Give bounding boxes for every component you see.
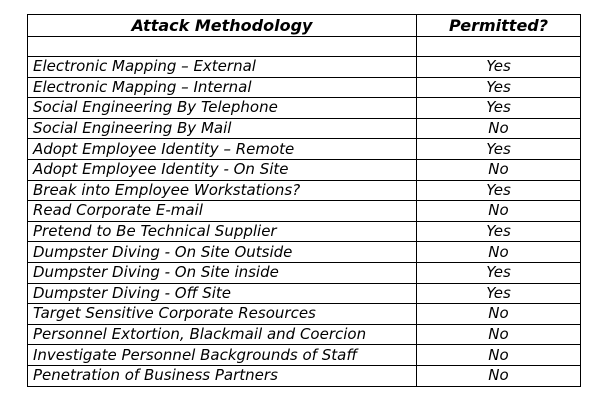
permitted-cell: Yes (417, 77, 581, 98)
permitted-cell: Yes (417, 139, 581, 160)
permitted-cell: No (417, 201, 581, 222)
table-row (28, 139, 581, 160)
permitted-cell: No (417, 242, 581, 263)
table-row (28, 324, 581, 345)
method-cell: Dumpster Diving - On Site Outside (28, 242, 417, 263)
permitted-cell: Yes (417, 98, 581, 119)
method-cell: Read Corporate E-mail (28, 201, 417, 222)
table-row (28, 98, 581, 119)
method-cell: Electronic Mapping – External (28, 57, 417, 78)
method-cell: Break into Employee Workstations? (28, 180, 417, 201)
method-cell: Target Sensitive Corporate Resources (28, 304, 417, 325)
permitted-cell: No (417, 118, 581, 139)
table-row (28, 180, 581, 201)
permitted-cell: No (417, 365, 581, 386)
table-row (28, 365, 581, 386)
table-row (28, 118, 581, 139)
table-row (28, 159, 581, 180)
permitted-cell: Yes (417, 221, 581, 242)
attack-methodology-table (27, 14, 581, 387)
permitted-cell: Yes (417, 57, 581, 78)
method-cell: Investigate Personnel Backgrounds of Staff (28, 345, 417, 366)
table-row (28, 201, 581, 222)
table-row (28, 345, 581, 366)
method-cell: Dumpster Diving - Off Site (28, 283, 417, 304)
permitted-cell: No (417, 345, 581, 366)
table-row (28, 304, 581, 325)
method-cell: Pretend to Be Technical Supplier (28, 221, 417, 242)
header-permitted: Permitted? (417, 15, 581, 37)
permitted-cell: No (417, 304, 581, 325)
method-cell: Penetration of Business Partners (28, 365, 417, 386)
permitted-cell: Yes (417, 180, 581, 201)
method-cell: Adopt Employee Identity - On Site (28, 159, 417, 180)
permitted-cell (417, 37, 581, 57)
method-cell: Social Engineering By Mail (28, 118, 417, 139)
table-row (28, 57, 581, 78)
table-row (28, 262, 581, 283)
permitted-cell: No (417, 159, 581, 180)
permitted-cell: Yes (417, 283, 581, 304)
method-cell: Adopt Employee Identity – Remote (28, 139, 417, 160)
table-row (28, 37, 581, 57)
method-cell: Dumpster Diving - On Site inside (28, 262, 417, 283)
table-row (28, 283, 581, 304)
method-cell (28, 37, 417, 57)
table-row (28, 77, 581, 98)
method-cell: Personnel Extortion, Blackmail and Coercion (28, 324, 417, 345)
table-row (28, 221, 581, 242)
permitted-cell: Yes (417, 262, 581, 283)
table-header-row (28, 15, 581, 37)
method-cell: Electronic Mapping – Internal (28, 77, 417, 98)
method-cell: Social Engineering By Telephone (28, 98, 417, 119)
header-attack-methodology: Attack Methodology (28, 15, 417, 37)
table-row (28, 242, 581, 263)
permitted-cell: No (417, 324, 581, 345)
